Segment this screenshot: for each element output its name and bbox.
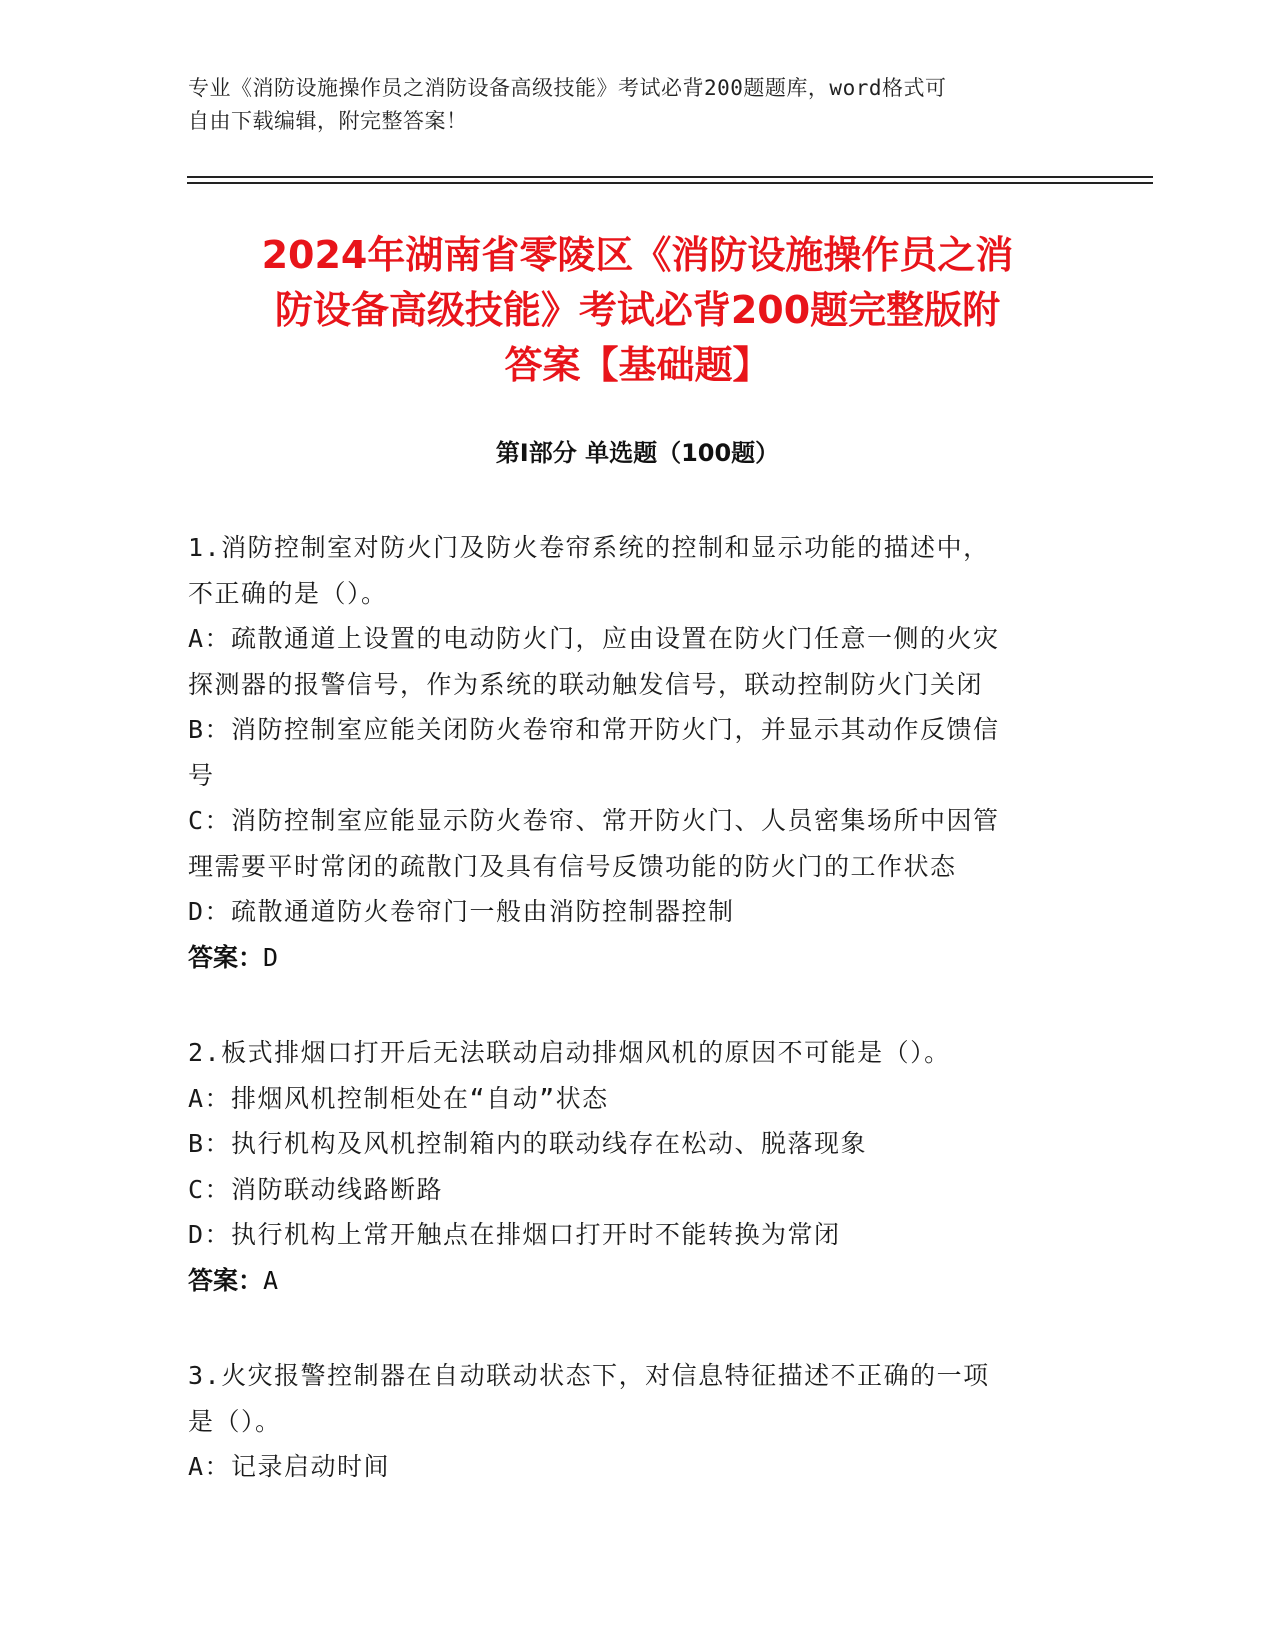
answer: [188, 1258, 1088, 1304]
option-d: D：疏散通道防火卷帘门一般由消防控制器控制: [188, 897, 735, 926]
option-b: B：消防控制室应能关闭防火卷帘和常开防火门，并显示其动作反馈信: [188, 715, 1000, 744]
answer: [188, 935, 1088, 981]
option-a: A：记录启动时间: [188, 1452, 391, 1481]
answer-value: D: [263, 942, 279, 972]
title-line: 2024年湖南省零陵区《消防设施操作员之消: [261, 233, 1014, 277]
title-line: 防设备高级技能》考试必背200题完整版附: [274, 288, 1001, 332]
option-b: B：执行机构及风机控制箱内的联动线存在松动、脱落现象: [188, 1129, 868, 1158]
option-c: 理需要平时常闭的疏散门及具有信号反馈功能的防火门的工作状态: [188, 851, 957, 881]
question-2: [188, 1030, 1088, 1303]
question-stem: 3.火灾报警控制器在自动联动状态下，对信息特征描述不正确的一项: [188, 1361, 990, 1390]
option-a: A：疏散通道上设置的电动防火门，应由设置在防火门任意一侧的火灾: [188, 624, 1000, 653]
document-title: [160, 228, 1115, 393]
question-3: [188, 1353, 1088, 1490]
answer-label: 答案：: [188, 1265, 264, 1295]
title-line: 答案【基础题】: [504, 343, 771, 387]
header-note-line: 自由下载编辑，附完整答案！: [188, 109, 468, 133]
question-stem: 不正确的是（）。: [188, 578, 388, 608]
header-note-line: 专业《消防设施操作员之消防设备高级技能》考试必背200题题库，word格式可: [188, 76, 947, 100]
question-stem: 1.消防控制室对防火门及防火卷帘系统的控制和显示功能的描述中，: [188, 533, 990, 562]
option-c: C：消防控制室应能显示防火卷帘、常开防火门、人员密集场所中因管: [188, 806, 1000, 835]
section-title: 第Ⅰ部分 单选题（100题）: [495, 439, 780, 467]
question-stem: 2.板式排烟口打开后无法联动启动排烟风机的原因不可能是（）。: [188, 1038, 951, 1067]
question-list: [188, 525, 1088, 1490]
header-note: [188, 72, 1088, 138]
question-1: [188, 525, 1088, 980]
answer-label: 答案：: [188, 942, 264, 972]
question-stem: 是（）。: [188, 1406, 282, 1436]
option-a: 探测器的报警信号，作为系统的联动触发信号，联动控制防火门关闭: [188, 669, 984, 699]
option-c: C：消防联动线路断路: [188, 1174, 444, 1204]
header-divider: [187, 182, 1153, 184]
answer-value: A: [263, 1265, 279, 1295]
option-d: D：执行机构上常开触点在排烟口打开时不能转换为常闭: [188, 1220, 841, 1249]
option-a: A：排烟风机控制柜处在“自动”状态: [188, 1083, 609, 1113]
option-b: 号: [188, 760, 215, 790]
header-divider: [187, 176, 1153, 178]
